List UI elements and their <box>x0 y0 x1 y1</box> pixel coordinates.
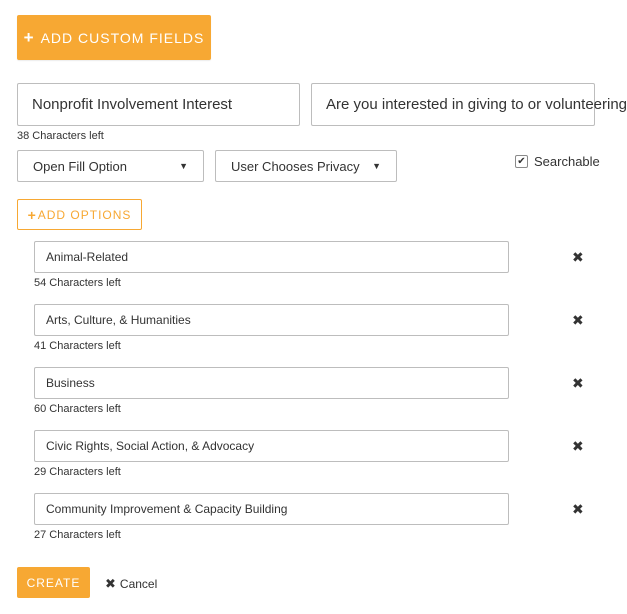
close-icon: ✖ <box>105 576 116 591</box>
searchable-checkbox-wrap <box>515 154 600 169</box>
add-custom-fields-button[interactable] <box>17 15 211 60</box>
fill-option-select[interactable] <box>17 150 204 182</box>
remove-option-icon[interactable]: ✖ <box>572 501 584 517</box>
fill-option-value: Open Fill Option <box>33 158 127 174</box>
option-value: Arts, Culture, & Humanities <box>46 313 191 327</box>
option-chars-left: 60 Characters left <box>34 403 121 415</box>
option-input[interactable] <box>34 493 509 525</box>
field-name-input[interactable] <box>17 83 300 126</box>
remove-option-icon[interactable]: ✖ <box>572 312 584 328</box>
option-input[interactable] <box>34 304 509 336</box>
option-input[interactable] <box>34 367 509 399</box>
option-chars-left: 27 Characters left <box>34 529 121 541</box>
searchable-checkbox[interactable] <box>515 155 528 168</box>
remove-option-icon[interactable]: ✖ <box>572 375 584 391</box>
field-name-chars-left: 38 Characters left <box>17 130 104 142</box>
caret-down-icon: ▼ <box>372 161 381 171</box>
add-options-button[interactable] <box>17 199 142 230</box>
remove-option-icon[interactable]: ✖ <box>572 249 584 265</box>
option-value: Animal-Related <box>46 250 129 264</box>
caret-down-icon: ▼ <box>179 161 188 171</box>
check-icon: ✔ <box>517 155 526 167</box>
create-button[interactable] <box>17 567 90 598</box>
privacy-select[interactable] <box>215 150 397 182</box>
option-input[interactable] <box>34 241 509 273</box>
option-value: Community Improvement & Capacity Building <box>46 502 288 516</box>
cancel-label: Cancel <box>119 577 158 591</box>
option-value: Business <box>46 376 95 390</box>
option-value: Civic Rights, Social Action, & Advocacy <box>46 439 255 453</box>
option-chars-left: 54 Characters left <box>34 277 121 289</box>
cancel-link[interactable] <box>105 576 157 592</box>
option-chars-left: 29 Characters left <box>34 466 121 478</box>
option-chars-left: 41 Characters left <box>34 340 121 352</box>
privacy-value: User Chooses Privacy <box>231 158 360 174</box>
option-input[interactable] <box>34 430 509 462</box>
field-question-input[interactable] <box>311 83 627 126</box>
field-name-value: Nonprofit Involvement Interest <box>32 96 233 113</box>
field-question-value: Are you interested in giving to or volunteering <box>326 96 627 113</box>
plus-icon: + <box>27 206 37 223</box>
searchable-label: Searchable <box>534 154 600 169</box>
create-label: CREATE <box>26 575 81 590</box>
add-options-label: ADD OPTIONS <box>37 207 132 222</box>
add-custom-fields-label: ADD CUSTOM FIELDS <box>40 29 205 46</box>
remove-option-icon[interactable]: ✖ <box>572 438 584 454</box>
plus-icon: + <box>23 28 35 47</box>
